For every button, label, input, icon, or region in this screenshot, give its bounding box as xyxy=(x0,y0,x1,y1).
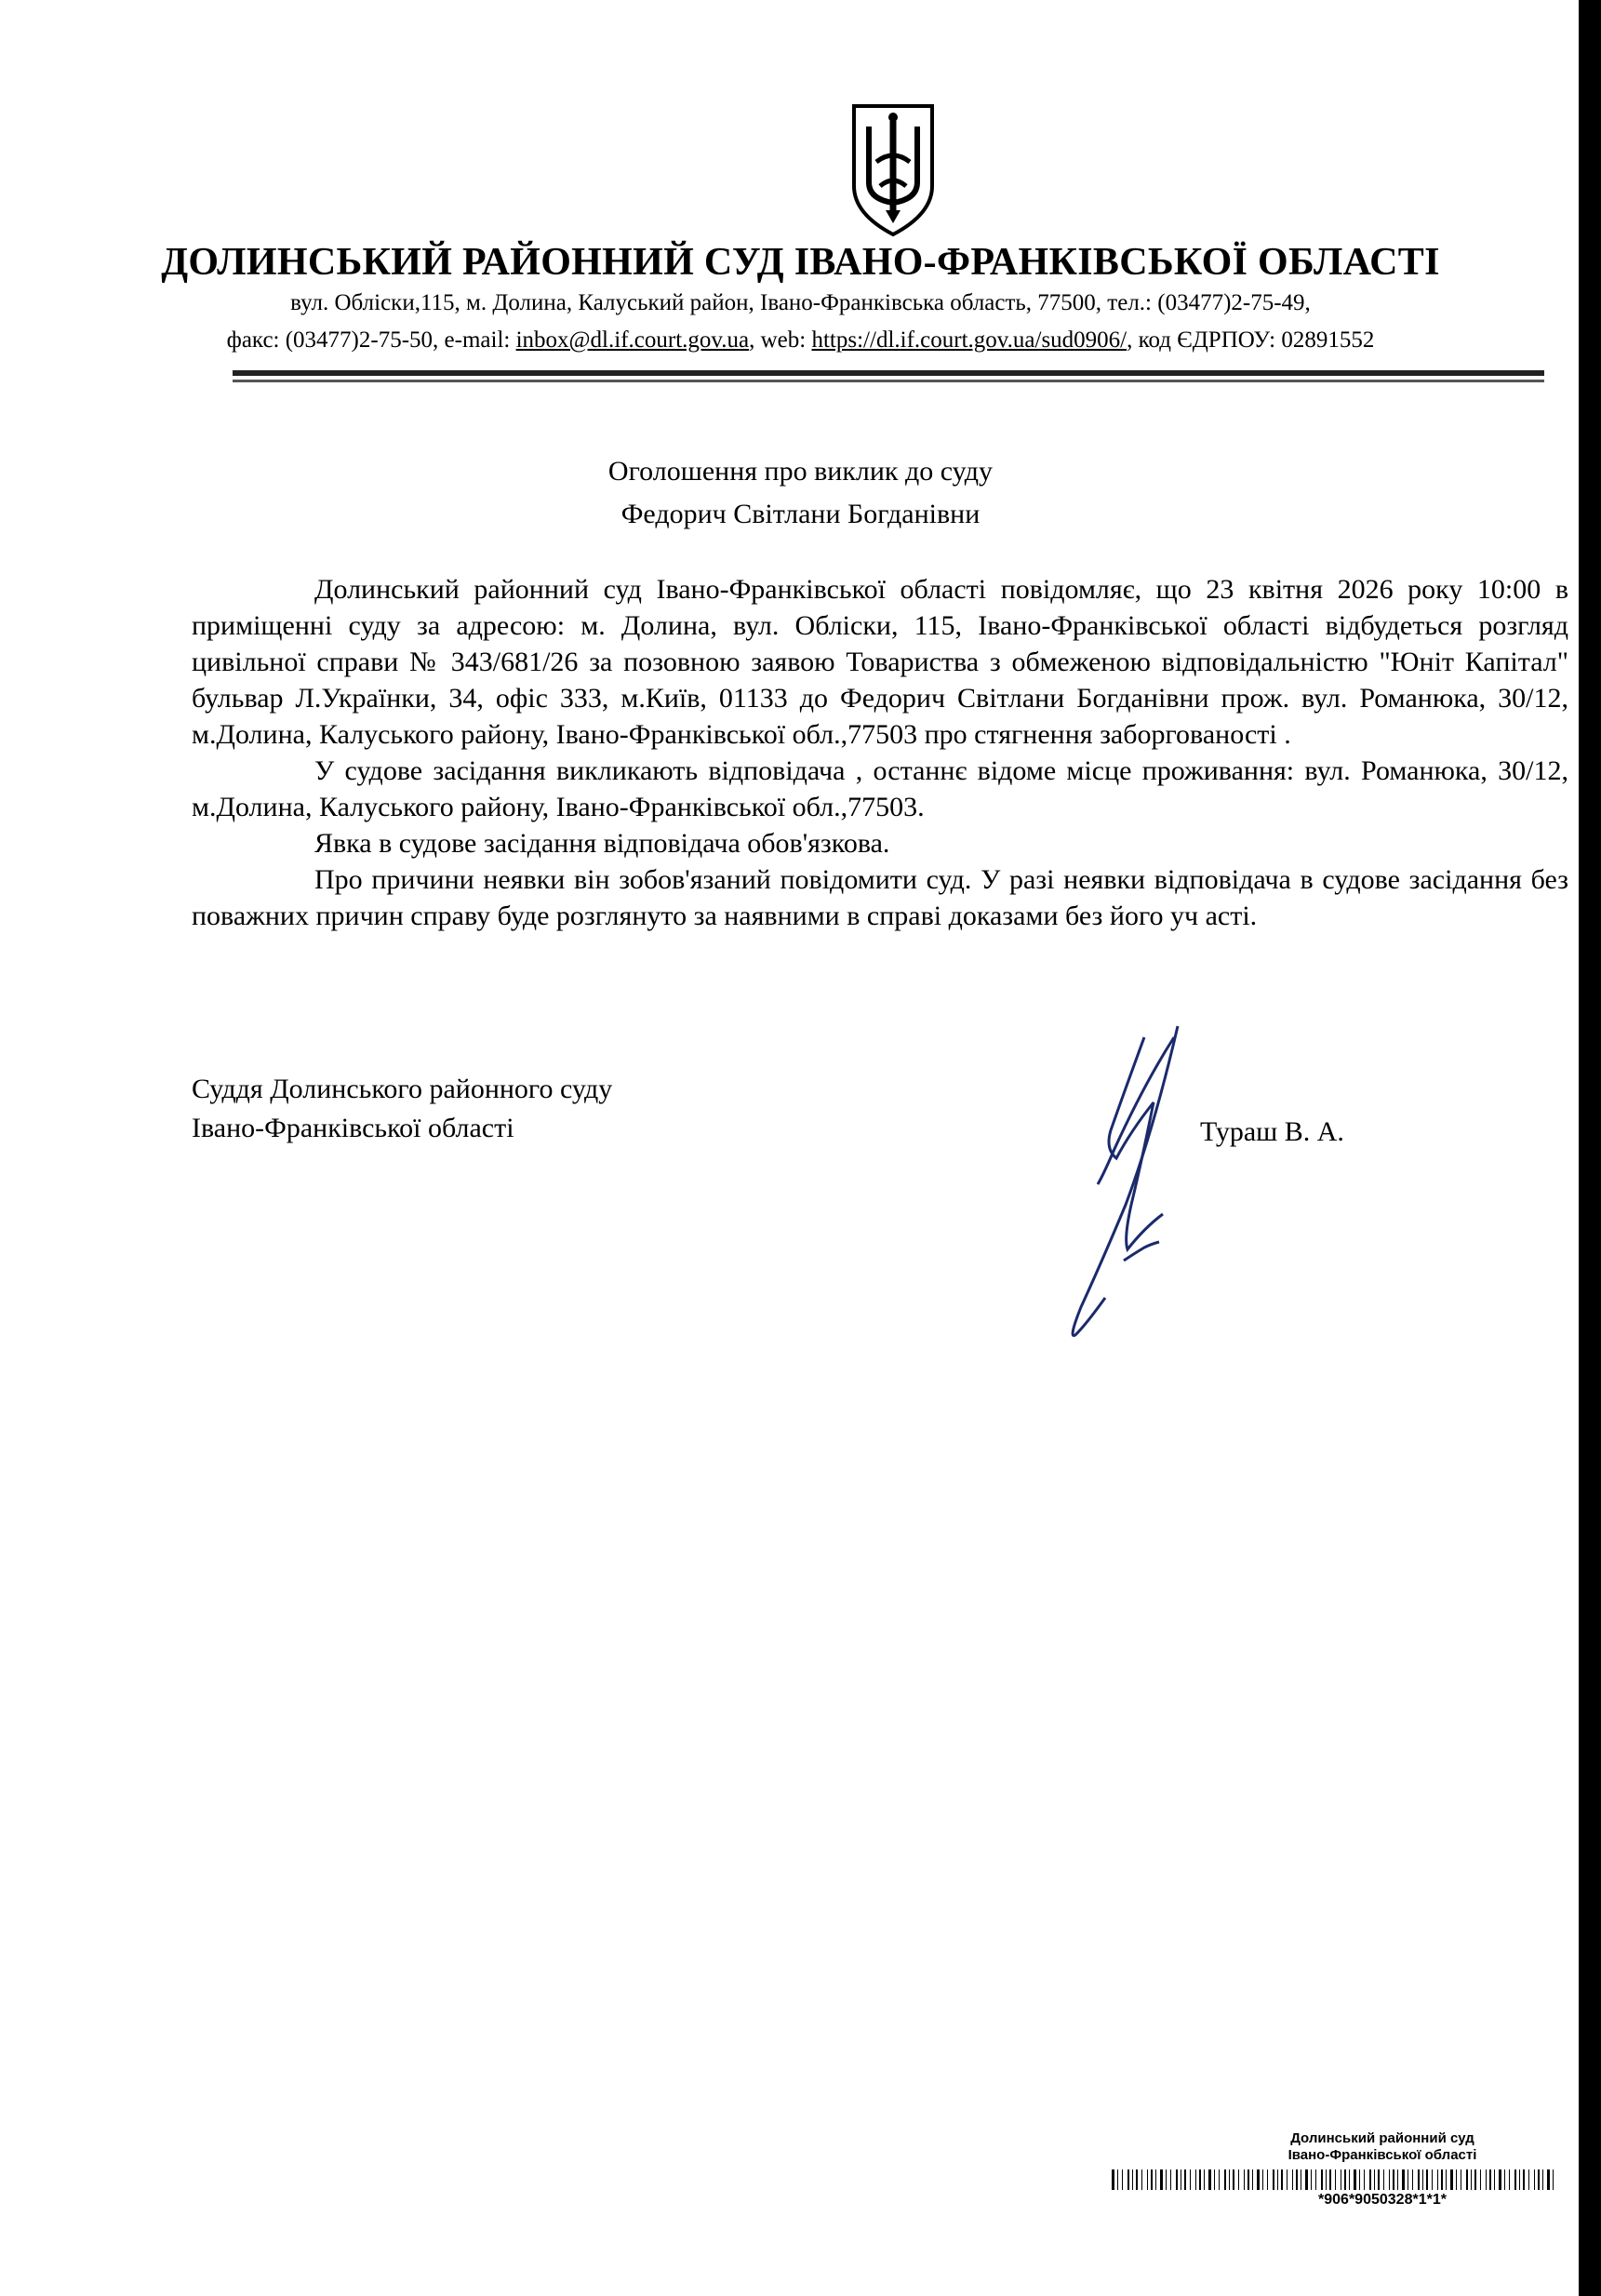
stamp-line: Долинський районний суд xyxy=(1290,2130,1474,2146)
barcode-bar xyxy=(1147,2169,1148,2190)
barcode-bar xyxy=(1296,2169,1298,2190)
barcode-bar xyxy=(1523,2169,1525,2190)
barcode-bar xyxy=(1534,2169,1535,2190)
barcode-bar xyxy=(1393,2169,1394,2190)
barcode-bar xyxy=(1528,2169,1529,2190)
barcode-bar xyxy=(1252,2169,1253,2190)
barcode-bar xyxy=(1262,2169,1263,2190)
paragraph: Долинський районний суд Івано-Франківської області повідомляє, що 23 квітня 2026 року 10:00 в приміщенні суду за адресою: м. Долина, вул. Обліски, 115, Івано-Франківської області відбудеться розгляд цивільної справи № 343/681/26 за позовною заявою Товариства з обмеженою відповідальністю "Юніт Капітал" бульвар Л.Українки, 34, офіс 333, м.Київ, 01133 до Федорич Світлани Богданівни прож. вул. Романюка, 30/12, м.Долина, Калуського району, Івано-Франківської обл.,77503 про стягнення заборгованості . xyxy=(192,574,1568,750)
barcode-bar xyxy=(1364,2169,1365,2190)
barcode-bar xyxy=(1466,2169,1468,2190)
barcode-bar xyxy=(1315,2169,1316,2190)
barcode-bar xyxy=(1247,2169,1249,2190)
paragraph: Явка в судове засідання відповідача обов'язкова. xyxy=(314,828,890,859)
web-link[interactable]: https://dl.if.court.gov.ua/sud0906/ xyxy=(811,327,1127,353)
barcode-bar xyxy=(1494,2169,1495,2190)
barcode-bar xyxy=(1208,2169,1211,2190)
barcode-bar xyxy=(1273,2169,1274,2190)
barcode-bar xyxy=(1378,2169,1380,2190)
barcode-bar xyxy=(1219,2169,1220,2190)
barcode-bar xyxy=(1412,2169,1413,2190)
paragraph: Про причини неявки він зобов'язаний повідомити суд. У разі неявки відповідача в судове засідання без поважних причин справу буде розглянуто за наявними в справі доказами без його уч асті. xyxy=(192,864,1568,931)
judge-name: Тураш В. А. xyxy=(1200,1116,1344,1147)
barcode-bar xyxy=(1426,2169,1428,2190)
barcode-bar xyxy=(1344,2169,1346,2190)
position-line: Івано-Франківської області xyxy=(192,1113,514,1143)
barcode-bar xyxy=(1277,2169,1278,2190)
barcode-bar xyxy=(1292,2169,1293,2190)
barcode-bar xyxy=(1195,2169,1196,2190)
barcode xyxy=(1112,2169,1556,2190)
barcode-bar xyxy=(1519,2169,1520,2190)
barcode-bar xyxy=(1214,2169,1215,2190)
barcode-bar xyxy=(1136,2169,1138,2190)
barcode-bar xyxy=(1122,2169,1123,2190)
email-link[interactable]: inbox@dl.if.court.gov.ua xyxy=(515,327,750,353)
court-name: ДОЛИНСЬКИЙ РАЙОННИЙ СУД ІВАНО-ФРАНКІВСЬКОЇ ОБЛАСТІ xyxy=(161,241,1440,284)
court-address: вул. Обліски,115, м. Долина, Калуський район, Івано-Франківська область, 77500, тел.: (03477)2-75-49, xyxy=(290,290,1311,315)
barcode-bar xyxy=(1456,2169,1457,2190)
barcode-bar xyxy=(1229,2169,1230,2190)
web-label: , web: xyxy=(749,327,812,353)
barcode-bar xyxy=(1117,2169,1118,2190)
barcode-bar xyxy=(1238,2169,1239,2190)
barcode-bar xyxy=(1326,2169,1327,2190)
barcode-bar xyxy=(1184,2169,1186,2190)
barcode-bar xyxy=(1305,2169,1308,2190)
barcode-bar xyxy=(1166,2169,1167,2190)
judge-position xyxy=(192,1070,612,1148)
fax-label: факс: (03477)2-75-50, e-mail: xyxy=(226,327,516,353)
barcode-bar xyxy=(1151,2169,1153,2190)
barcode-bar xyxy=(1509,2169,1510,2190)
barcode-bar xyxy=(1547,2169,1550,2190)
barcode-bar xyxy=(1204,2169,1205,2190)
barcode-bar xyxy=(1474,2169,1476,2190)
barcode-bar xyxy=(1432,2169,1433,2190)
barcode-bar xyxy=(1418,2169,1420,2190)
barcode-bar xyxy=(1244,2169,1245,2190)
barcode-bar xyxy=(1499,2169,1501,2190)
barcode-bar xyxy=(1486,2169,1487,2190)
barcode-bar xyxy=(1369,2169,1371,2190)
barcode-bar xyxy=(1281,2169,1283,2190)
barcode-bar xyxy=(1176,2169,1178,2190)
barcode-bar xyxy=(1553,2169,1554,2190)
handwritten-signature xyxy=(1014,1019,1219,1354)
barcode-bar xyxy=(1233,2169,1234,2190)
barcode-bar xyxy=(1383,2169,1384,2190)
barcode-bar xyxy=(1267,2169,1268,2190)
barcode-bar xyxy=(1374,2169,1375,2190)
barcode-bar xyxy=(1329,2169,1331,2190)
barcode-bar xyxy=(1127,2169,1129,2190)
barcode-bar xyxy=(1170,2169,1171,2190)
barcode-bar xyxy=(1446,2169,1447,2190)
barcode-bar xyxy=(1155,2169,1156,2190)
document-body xyxy=(192,571,1568,934)
barcode-bar xyxy=(1441,2169,1443,2190)
barcode-bar xyxy=(1349,2169,1350,2190)
barcode-bar xyxy=(1359,2169,1360,2190)
coat-of-arms-icon xyxy=(847,100,940,240)
registry-stamp xyxy=(1200,2130,1565,2164)
paragraph: У судове засідання викликають відповідача , останнє відоме місце проживання: вул. Романюка, 30/12, м.Долина, Калуського району, Івано-Франківської обл.,77503. xyxy=(192,755,1568,822)
barcode-bar xyxy=(1141,2169,1142,2190)
barcode-bar xyxy=(1354,2169,1356,2190)
position-line: Суддя Долинського районного суду xyxy=(192,1074,613,1104)
document-subtitle: Федорич Світлани Богданівни xyxy=(620,499,981,529)
document-title: Оголошення про виклик до суду xyxy=(607,456,994,487)
barcode-bar xyxy=(1311,2169,1312,2190)
barcode-bar xyxy=(1190,2169,1191,2190)
header-divider xyxy=(233,370,1544,376)
barcode-number: *906*9050328*1*1* xyxy=(1318,2192,1447,2208)
barcode-bar xyxy=(1538,2169,1540,2190)
barcode-bar xyxy=(1471,2169,1472,2190)
court-contacts xyxy=(0,327,1601,354)
barcode-bar xyxy=(1199,2169,1201,2190)
barcode-bar xyxy=(1450,2169,1453,2190)
barcode-bar xyxy=(1160,2169,1163,2190)
edrpou-code: , код ЄДРПОУ: 02891552 xyxy=(1127,327,1375,353)
barcode-bar xyxy=(1224,2169,1226,2190)
barcode-bar xyxy=(1335,2169,1336,2190)
barcode-bar xyxy=(1480,2169,1481,2190)
barcode-bar xyxy=(1514,2169,1516,2190)
barcode-bar xyxy=(1389,2169,1390,2190)
barcode-bar xyxy=(1422,2169,1423,2190)
barcode-bar xyxy=(1397,2169,1398,2190)
barcode-bar xyxy=(1257,2169,1260,2190)
barcode-bar xyxy=(1132,2169,1133,2190)
header-divider-thin xyxy=(233,380,1544,382)
barcode-bar xyxy=(1321,2169,1323,2190)
barcode-bar xyxy=(1542,2169,1543,2190)
barcode-bar xyxy=(1402,2169,1405,2190)
barcode-bar xyxy=(1437,2169,1438,2190)
barcode-bar xyxy=(1489,2169,1491,2190)
stamp-line: Івано-Франківської області xyxy=(1287,2147,1477,2163)
barcode-bar xyxy=(1504,2169,1505,2190)
barcode-bar xyxy=(1112,2169,1114,2190)
